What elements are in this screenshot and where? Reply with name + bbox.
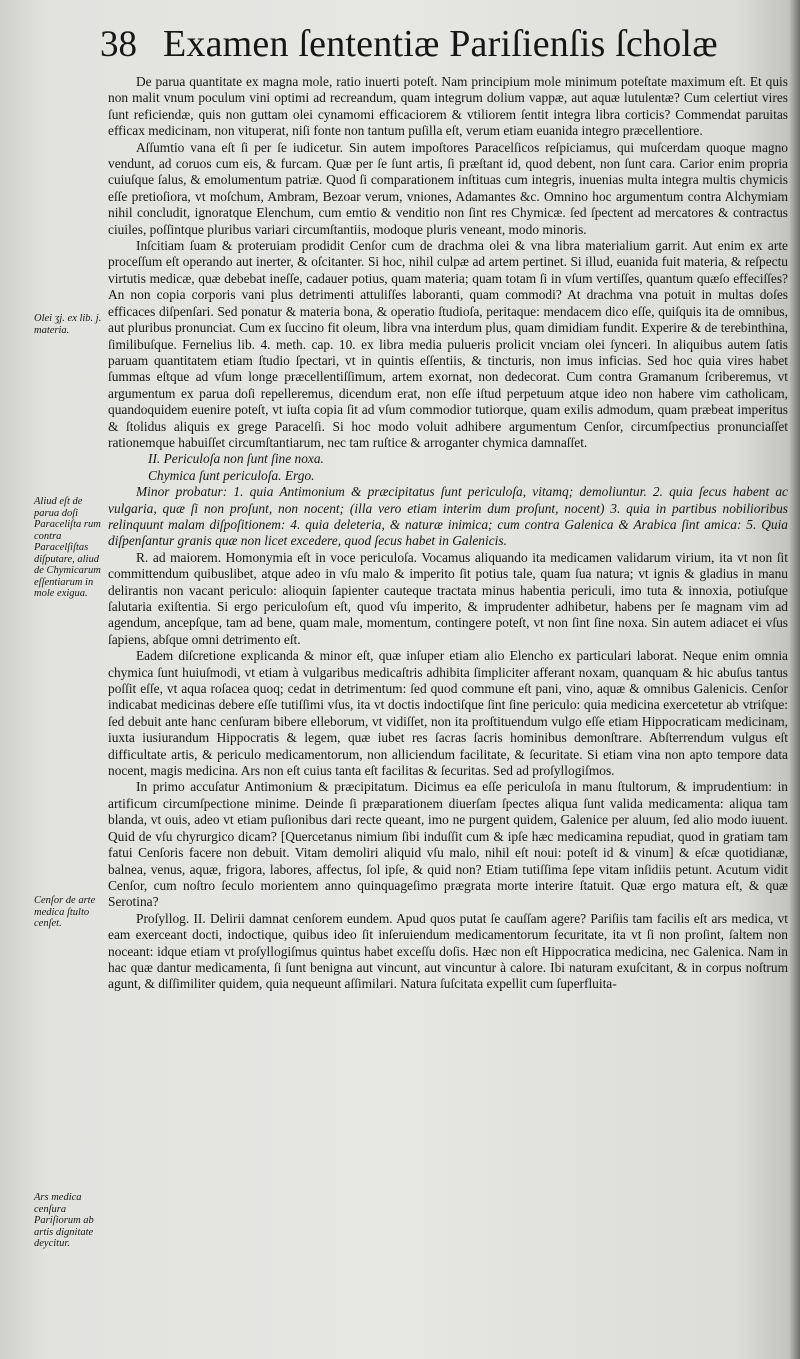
paragraph: De parua quantitate ex magna mole, ratio inuerti poteſt. Nam principium mole minimum poteſtate maximum eſt. Et quis non malit vnum poculum vini optimi ad recreandum, quam integrum dolium vappæ, aut aquæ lutulentæ? Cum celertiut vires ſunt reficiendæ, quis non guttam olei cynamomi efficaciorem & vtiliorem ſentit integra libra corticis? Commendat paruitas efficax medicinam, non vituperat, niſi fonte non tantum puſilla eſt, verum etiam euanida integro præcellentiore. [108, 74, 788, 139]
margin-note: Cenſor de arte medica ſtulto cenſet. [34, 895, 96, 929]
page-header [100, 22, 780, 72]
paragraph: Aſſumtio vana eſt ſi per ſe iudicetur. Sin autem impoſtores Paracelſicos reſpiciamus, qui muſcerdam quoque magno vendunt, ad coruos cum eis, & furcam. Quæ per ſe ſunt artis, ſi præſtant id, quod debent, non ſunt cara. Carior enim propria cuiuſque ſalus, & emolumentum patriæ. Quod ſi comparationem inſtituas cum integris, inuenias multa integra multis chymicis eſſe pretioſiora, vt moſchum, Ambram, Bezoar verum, vniones, Adamantes &c. Omnino hoc argumentum contra Alchymiam nihil concludit, ignoratque Elenchum, cum emtio & venditio non ſint res Chymicæ. ſed ſpectent ad mercatores & contractus ciuiles, poſſintque pluribus variari circumſtantiis, modoque pluris veneant, modo minoris. [108, 139, 788, 237]
page-edge-shadow [790, 0, 800, 1359]
margin-note: Ars medica cenſura Pariſiorum ab artis dignitate deycitur. [34, 1192, 94, 1249]
syllogism-minor: Chymica ſunt periculoſa. Ergo. [148, 467, 315, 483]
body-text [108, 74, 788, 993]
paragraph: Eadem diſcretione explicanda & minor eſt, quæ inſuper etiam alio Elencho ex particulari laborat. Neque enim omnia chymica ſunt huiuſmodi, vt etiam à vulgaribus medicaſtris adhibita ſimpliciter afferant noxam, quanquam & hic abuſus tantus poſſit eſſe, vt aqua roſacea quoq; cedat in detrimentum: ſed quod commune eſt pani, vino, aquæ & omnibus Galenicis. Cenſor indicabat medicinas debere eſſe tutiſſimi vſus, ita vt doctis indoctiſque ſint ſine periculo: quia medicina exercetetur ab vtriſque: ſed debuit ante hanc cenſuram bibere elleborum, vt vidiſſet, non ita proſtituendum vulgo eſſe etiam Hippocraticam medicinam, iuxta iusiurandum Hippocratis & legem, quæ iubet res ſacras ſacris hominibus demonſtrare. Abſterrendum vulgus eſt difficultate artis, & periculo medicamentorum, non alliciendum facilitate, & ſecuritate. Si etiam vina non apto tempore data nocent, magis medicina. Ars non eſt cuius tanta eſt facilitas & ſecuritas. Sed ad proſyllogiſmos. [108, 648, 788, 779]
paragraph: In primo accuſatur Antimonium & præcipitatum. Dicimus ea eſſe periculoſa in manu ſtultorum, & imprudentium: in artificum circumſpectione minime. Deinde ſi præparationem diuerſam ſpectes aliqua ſunt valida medicamenta: aliqua tam blanda, vt ouis, adeo vt etiam puſionibus dari recte queant, imo ne purgent quidem, Galenice per aluum, ſed alio modo iuuent. Quid de vſu chyrurgico dicam? [Quercetanus nimium ſibi induſſit cum & ipſe hæc medicamina repudiat, quod in gratiam tam fatui Cenſoris facere non debuit. Vitam demoliri aliquid vſu malo, nihil eſt noui: poteſt id & vinum] & eſcæ quotidianæ, balnea, venus, aquæ, frigora, labores, affectus, ſol ipſe, & quid non? Etiam tutiſſima ſepe vitam inſidiis petunt. Acutum vidit Cenſor, cum noſtro ſeculo morientem anno quinquageſimo prægrata morte interire ſtatuit. Quæ ergo matura eſt, & quæ Serotina? [108, 779, 788, 910]
paragraph: Inſcitiam ſuam & proteruiam prodidit Cenſor cum de drachma olei & vna libra materialium garrit. Aut enim ex arte proceſſum eſt operando aut inerter, & oſcitanter. Si hoc, nihil culpæ ad artem pertinet. Si illud, euanida fuit materia, & reſpectu virtutis medicæ, quæ debebat ineſſe, cadauer potius, quam materia; quam totam ſi in vſum vertiſſes, quantum quæſo effeciſſes? An non copia corporis vani plus detrimenti attuliſſes laboranti, quam commodi? At drachma vna potuit in multas doſes efficaces diſpenſari. Sed ponatur & materia bona, & operatio ſtudioſa, peritaque: mendacem dico eſſe, quiſquis ita de omnibus, aut pluribus pronunciat. Cum ex ſuccino fit oleum, libra vna interdum plus, quam dimidiam fundit. Experire & de terebinthina, ſimilibuſque. Fernelius lib. 4. meth. cap. 10. ex libra media pulueris prolicit vnciam olei ſynceri. In aliquibus autem ſatis paruam quantitatem etiam ſtudio ſpectari, vt in quintis eſſentiis, & tincturis, non imus inficias. Sed hoc quia vires habet ſummas eſtque ad vſum longe præcellentiſſimum, artem exornat, non dedecorat. Cum contra Gramanum ſcriberemus, vt argumentum ex parua doſi repelleremus, dicendum erat, non eſſe iſtud perpetuum atque ideo non habere vim catholicam, quandoquidem euenire poteſt, vt iuſta copia ſit ad vſum commodior tutiorque, quam exilis admodum, quam præbeat imperitus & ſtolidus aliquis ex grege Paracelſi. Si hoc modo voluit adhibere argumentum Cenſor, circumſpectius pronunciaſſet rationemque habuiſſet circumſtantiarum, nec tam ruſtice & arroganter chymica damnaſſet. [108, 238, 788, 450]
margin-note: Olei ʒj. ex lib. j. materia. [34, 313, 102, 336]
margin-note: Aliud eſt de parua doſi Paraceliſta rum contra Paracelſiſtas diſputare, aliud de Chymicarum eſſentiarum in mole exigua. [34, 496, 101, 599]
syllogism-major: II. Periculoſa non ſunt ſine noxa. [148, 451, 324, 467]
paragraph: Proſyllog. II. Delirii damnat cenſorem eundem. Apud quos putat ſe cauſſam agere? Pariſiis tam facilis eſt ars medica, vt eam exerceant docti, indoctique, quibus ideo ſit inſeruiendum medicamentorum ſecuritate, ita vt ſi non proſint, ſaltem non noceant: idque etiam vt proſyllogiſmus quintus habet exceſſu doſis. Hæc non eſt Hippocratica medicina, nec Galenica. Nam in hac quæ dantur medicamenta, ſi ſunt benigna aut vincunt, aut vincuntur à calore. Ibi naturam exuſcitant, & in corpus noſtrum agunt, & diſſimiliter quidem, quia nequeunt aſſimilari. Natura ſuſcitata expellit cum ſuperfluita- [108, 910, 788, 992]
page-number: 38 [100, 24, 137, 65]
paragraph: R. ad maiorem. Homonymia eſt in voce periculoſa. Vocamus aliquando ita medicamen validarum virium, ita vt non ſit committendum quibuslibet, atque adeo in vſu malo & imperito ſit potius tale, quam ſua natura; vt ignis & gladius in manu delirantis non vacant periculo: alioquin ſapienter cauteque tractata minus habentia periculi, imo tuta & innoxia, potiuſque ſalutaria exiſtentia. Si ergo periculoſum eſt, quod vſu imperito, & imprudenter adhibetur, habens per ſe magnam vim ad agendum, ancepſque, tam ad bene, quam male, momentum, contingere poteſt, vt non ſint ſine noxa. Sin autem adiacet ei vſus ſapiens, abſque omni detrimento eſt. [108, 549, 788, 647]
running-title: Examen ſententiæ Pariſienſis ſcholæ [163, 23, 718, 65]
minor-proof: Minor probatur: 1. quia Antimonium & præcipitatus ſunt periculoſa, vitamq; demoliuntur. 2. quia ſecus habent ac vulgaria, quæ ſi non proſunt, non nocent; (illa vero etiam interim dum proſunt, nocent) 3. quia in partibus nobilioribus relinquunt malam diſpoſitionem: 4. quia deleteria, & naturæ inimica; cum contra Galenica & Arabica ſint amica: 5. Quia diſpenſantur granis quæ non licet excedere, quod ſecus habet in Galenicis. [108, 484, 788, 549]
